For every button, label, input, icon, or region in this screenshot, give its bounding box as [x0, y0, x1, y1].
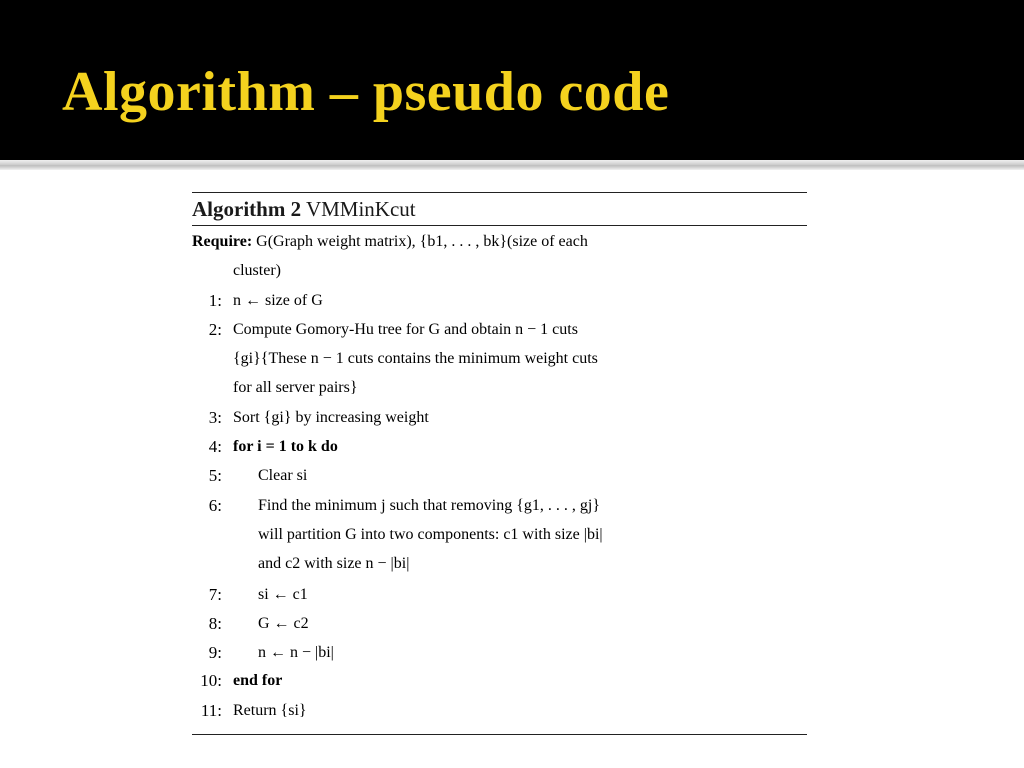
line-number: 2:: [208, 320, 222, 339]
line-number: 6:: [208, 496, 222, 515]
slide-title: Algorithm – pseudo code: [62, 61, 670, 123]
line-text: will partition G into two components: c1 with size |bi|: [258, 526, 603, 543]
line-number: 4:: [208, 437, 222, 456]
line-text: G ← c2: [258, 615, 309, 632]
algorithm-name: VMMinKcut: [305, 197, 416, 221]
line-text: for i = 1 to k do: [233, 438, 338, 455]
line-text: Find the minimum j such that removing {g1, . . . , gj}: [258, 497, 601, 514]
require-text-2: cluster): [233, 262, 281, 279]
line-text: end for: [233, 672, 283, 689]
algorithm-bottom-rule: [192, 734, 807, 735]
require-keyword: Require:: [192, 233, 253, 250]
line-text: Clear si: [258, 467, 308, 484]
line-text: n ← size of G: [233, 292, 323, 309]
line-number: 3:: [208, 408, 222, 427]
line-text: for all server pairs}: [233, 379, 358, 396]
algorithm-caption: [192, 193, 807, 226]
line-text: n ← n − |bi|: [258, 644, 334, 661]
require-text-1: G(Graph weight matrix), {b1, . . . , bk}(size of each: [256, 233, 588, 250]
line-number: 11:: [200, 701, 222, 720]
line-number: 9:: [208, 643, 222, 662]
slide-header: [0, 0, 1024, 160]
line-number: 1:: [208, 291, 222, 310]
line-text: Return {si}: [233, 702, 307, 719]
line-text: Compute Gomory-Hu tree for G and obtain n − 1 cuts: [233, 321, 578, 338]
line-number: 10:: [200, 671, 222, 690]
line-text: and c2 with size n − |bi|: [258, 555, 410, 572]
line-text: {gi}{These n − 1 cuts contains the minimum weight cuts: [233, 350, 598, 367]
line-number: 8:: [208, 614, 222, 633]
line-text: Sort {gi} by increasing weight: [233, 409, 429, 426]
algorithm-label: Algorithm 2: [192, 197, 302, 221]
line-number: 7:: [208, 585, 222, 604]
header-divider: [0, 160, 1024, 170]
algorithm-box: [192, 192, 807, 226]
line-number: 5:: [208, 466, 222, 485]
line-text: si ← c1: [258, 586, 308, 603]
